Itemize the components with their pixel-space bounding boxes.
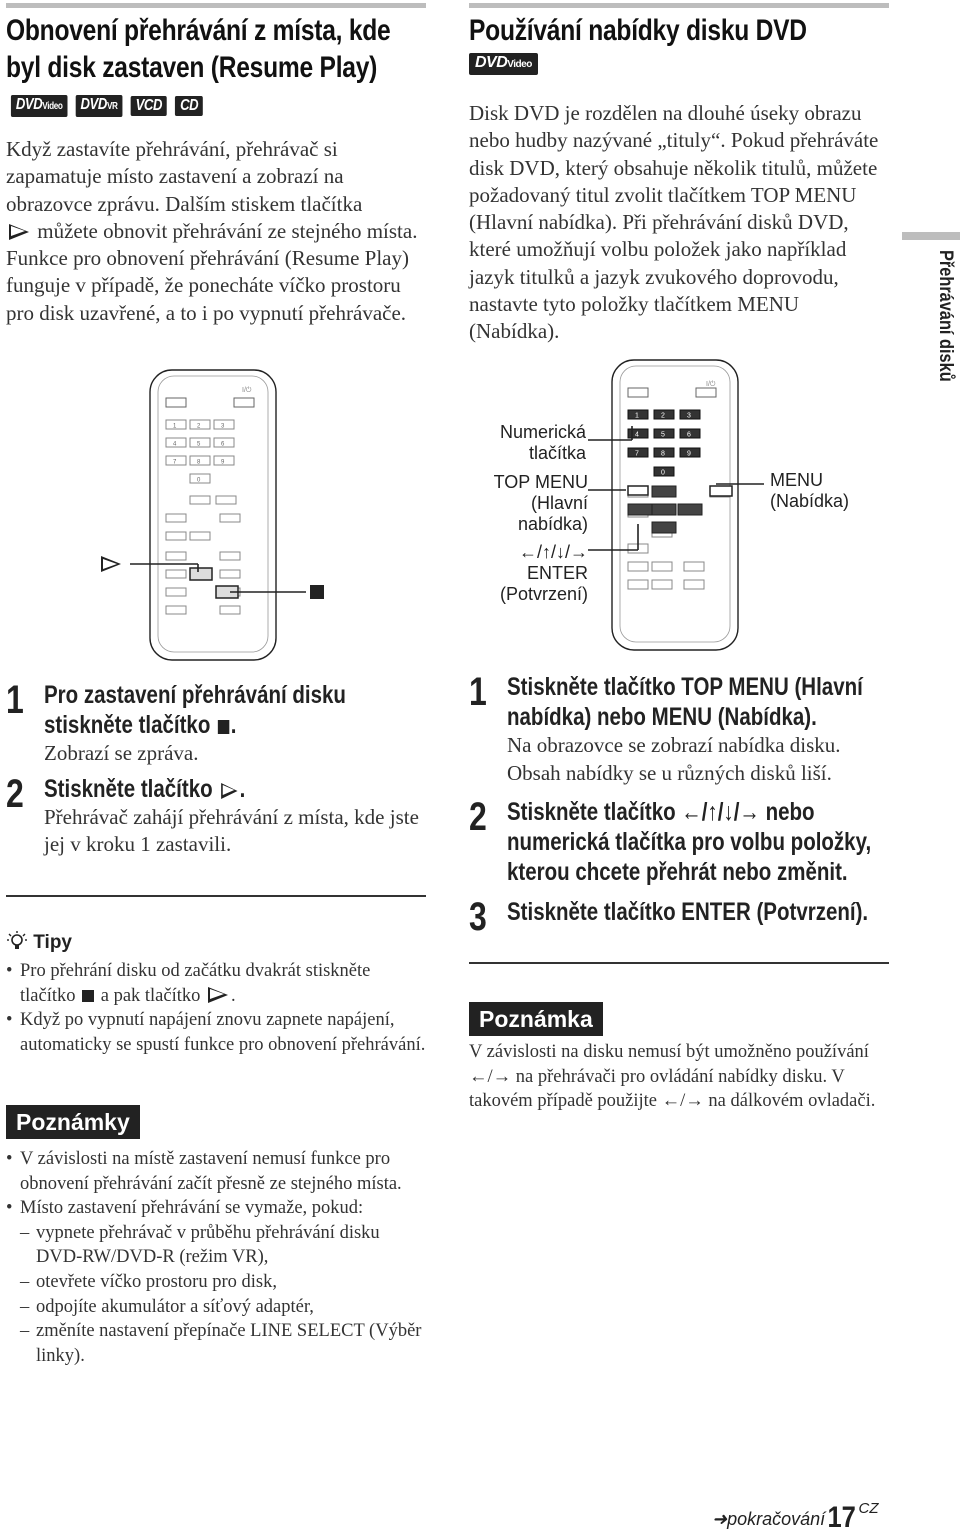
left-column (6, 12, 426, 123)
remote-key-label: 1 (173, 423, 177, 430)
side-tab-bar (902, 232, 960, 240)
dvd-menu-steps (469, 670, 890, 939)
remote-key-label: 4 (173, 441, 177, 448)
notes-section (6, 1105, 426, 1368)
section-title-resume: Obnovení přehrávání z místa, kde byl disk zastaven (Resume Play) DVDVideo DVDVR VCD CD (6, 12, 426, 123)
play-label-left (98, 556, 124, 575)
sub-list-item: – odpojíte akumulátor a síťový adaptér, (6, 1295, 426, 1320)
right-column (469, 12, 890, 75)
step-description: Přehrávač zahájí přehrávání z místa, kde jste jej v kroku 1 zastavili. (44, 804, 419, 856)
note-text: V závislosti na disku nemusí být umožněno používání ←/→ na přehrávači pro ovládání nabídky disku. V takovém případě použijte ←/→ na dálkovém ovladači. (469, 1042, 876, 1112)
remote-key-label: 9 (687, 450, 691, 458)
svg-text:I/⏻: I/⏻ (706, 381, 716, 388)
step-2 (6, 771, 426, 859)
dvd-menu-intro: Disk DVD je rozdělen na dlouhé úseky obrazu nebo hudby nazývané „tituly“. Pokud přehráváte disk DVD, který obsahuje několik titulů, můžete požadovaný titul zvolit tlačítkem TOP MENU (Hlavní nabídka). Při přehrávání disků DVD, které umožňují volbu položek jako například jazyk titulků a jazyk zvukového doprovodu, nastavte tyto položky tlačítkem MENU (Nabídka). (469, 101, 879, 344)
notes-heading: Poznámky (6, 1105, 140, 1139)
top-bar-right (469, 3, 889, 8)
tips-list (6, 959, 426, 1057)
list-item: • V závislosti na místě zastavení nemusí funkce pro obnovení přehrávání začít přesně ze stejného místa. (6, 1147, 426, 1196)
remote-key-label: 8 (197, 459, 201, 466)
section-title-dvd-menu: Používání nabídky disku DVD (469, 14, 807, 47)
page-number: 17 (827, 1501, 857, 1531)
remote-key-label: 1 (635, 412, 639, 420)
format-badges (11, 88, 211, 121)
remote-key-label: 2 (197, 423, 201, 430)
step-heading: Stiskněte tlačítko . (44, 774, 246, 803)
top-bar-left (6, 3, 426, 8)
resume-steps (6, 680, 426, 859)
badge-dvd-video: DVDVideo (11, 95, 67, 117)
play-icon (208, 987, 228, 1003)
divider-left (6, 895, 426, 897)
remote-key-label: 3 (221, 423, 225, 430)
callout-lines-right (586, 420, 766, 560)
remote-key-label: 5 (197, 441, 201, 448)
tips-section (6, 930, 426, 1057)
stop-icon (310, 585, 324, 599)
step-description: Zobrazí se zpráva. (44, 741, 199, 765)
label-top-menu: TOP MENU (Hlavní nabídka) (493, 472, 588, 534)
remote-key-label: 5 (661, 431, 665, 439)
sub-list-item: – otevřete víčko prostoru pro disk, (6, 1270, 426, 1295)
note-heading: Poznámka (469, 1002, 603, 1036)
remote-key-label: 7 (635, 450, 639, 458)
badge-vcd: VCD (131, 96, 167, 116)
badge-dvd-vr: DVDVR (76, 95, 123, 117)
label-arrows-enter: ←/↑/↓/→ ENTER (Potvrzení) (499, 542, 588, 604)
note-section (469, 1002, 890, 1114)
tips-heading: Tipy (6, 930, 426, 955)
remote-key-label: 6 (687, 431, 691, 439)
remote-key-label: 7 (173, 459, 177, 466)
play-icon (221, 783, 237, 799)
stop-icon (218, 720, 229, 734)
step-1 (469, 672, 890, 787)
step-3 (469, 895, 890, 939)
step-heading: Pro zastavení přehrávání disku stiskněte tlačítko . (44, 681, 346, 739)
sub-list-item: – změníte nastavení přepínače LINE SELECT (Výběr linky). (6, 1319, 426, 1368)
remote-key-label: 8 (661, 450, 665, 458)
play-icon (9, 224, 29, 240)
step-number: 1 (469, 670, 487, 714)
remote-key-label: 2 (661, 412, 665, 420)
step-heading: Stiskněte tlačítko ←/↑/↓/→ nebo numerická tlačítka pro volbu položky, kterou chcete přehrát nebo změnit. (507, 798, 872, 886)
step-2 (469, 797, 890, 887)
resume-intro: Když zastavíte přehrávání, přehrávač si zapamatuje místo zastavení a zobrazí na obrazovce zprávu. Dalším stiskem tlačítka můžete obnovit přehrávání ze stejného místa. Funkce pro obnovení přehrávání (Resume Play) funguje v případě, že ponecháte víčko prostoru pro disk uzavřené, a to i po vypnutí přehrávače. (6, 137, 418, 325)
badge-dvd-video: DVDVideo (469, 53, 538, 75)
chapter-label: Přehrávání disků (935, 250, 956, 382)
remote-key-label: 9 (221, 459, 225, 466)
remote-key-label: 4 (635, 431, 639, 439)
step-description: Na obrazovce se zobrazí nabídka disku. Obsah nabídky se u různých disků liší. (507, 733, 841, 785)
step-number: 2 (469, 795, 487, 839)
list-item: • Když po vypnutí napájení znovu zapnete napájení, automaticky se spustí funkce pro obnovení přehrávání. (6, 1008, 426, 1057)
stop-label-left (308, 585, 326, 603)
stop-icon (82, 990, 94, 1002)
divider-right (469, 962, 889, 964)
step-1 (6, 680, 426, 768)
step-number: 1 (6, 678, 24, 722)
notes-list (6, 1147, 426, 1368)
list-item: • Pro přehrání disku od začátku dvakrát stiskněte tlačítko a pak tlačítko . (6, 959, 426, 1008)
list-item: • Místo zastavení přehrávání se vymaže, pokud: (6, 1196, 426, 1221)
remote-key-label: 3 (687, 412, 691, 420)
step-heading: Stiskněte tlačítko ENTER (Potvrzení). (507, 898, 869, 926)
svg-text:I/⏻: I/⏻ (242, 387, 252, 394)
step-number: 3 (469, 895, 487, 939)
language-code: CZ (858, 1500, 879, 1517)
continued-indicator: ➜pokračování (712, 1509, 826, 1529)
step-heading: Stiskněte tlačítko TOP MENU (Hlavní nabídka) nebo MENU (Nabídka). (507, 673, 863, 731)
badge-cd: CD (175, 96, 203, 116)
remote-key-label: 0 (197, 477, 201, 484)
step-number: 2 (6, 771, 24, 816)
play-icon (101, 556, 121, 572)
lightbulb-icon (6, 930, 28, 952)
label-numeric-buttons: Numerická tlačítka (499, 422, 586, 463)
remote-key-label: 0 (661, 469, 665, 477)
remote-key-label: 6 (221, 441, 225, 448)
page-footer (712, 1500, 879, 1531)
label-menu: MENU (Nabídka) (770, 470, 850, 511)
sub-list-item: – vypnete přehrávač v průběhu přehrávání disku DVD-RW/DVD-R (režim VR), (6, 1221, 426, 1270)
remote-diagram-left (90, 368, 340, 664)
